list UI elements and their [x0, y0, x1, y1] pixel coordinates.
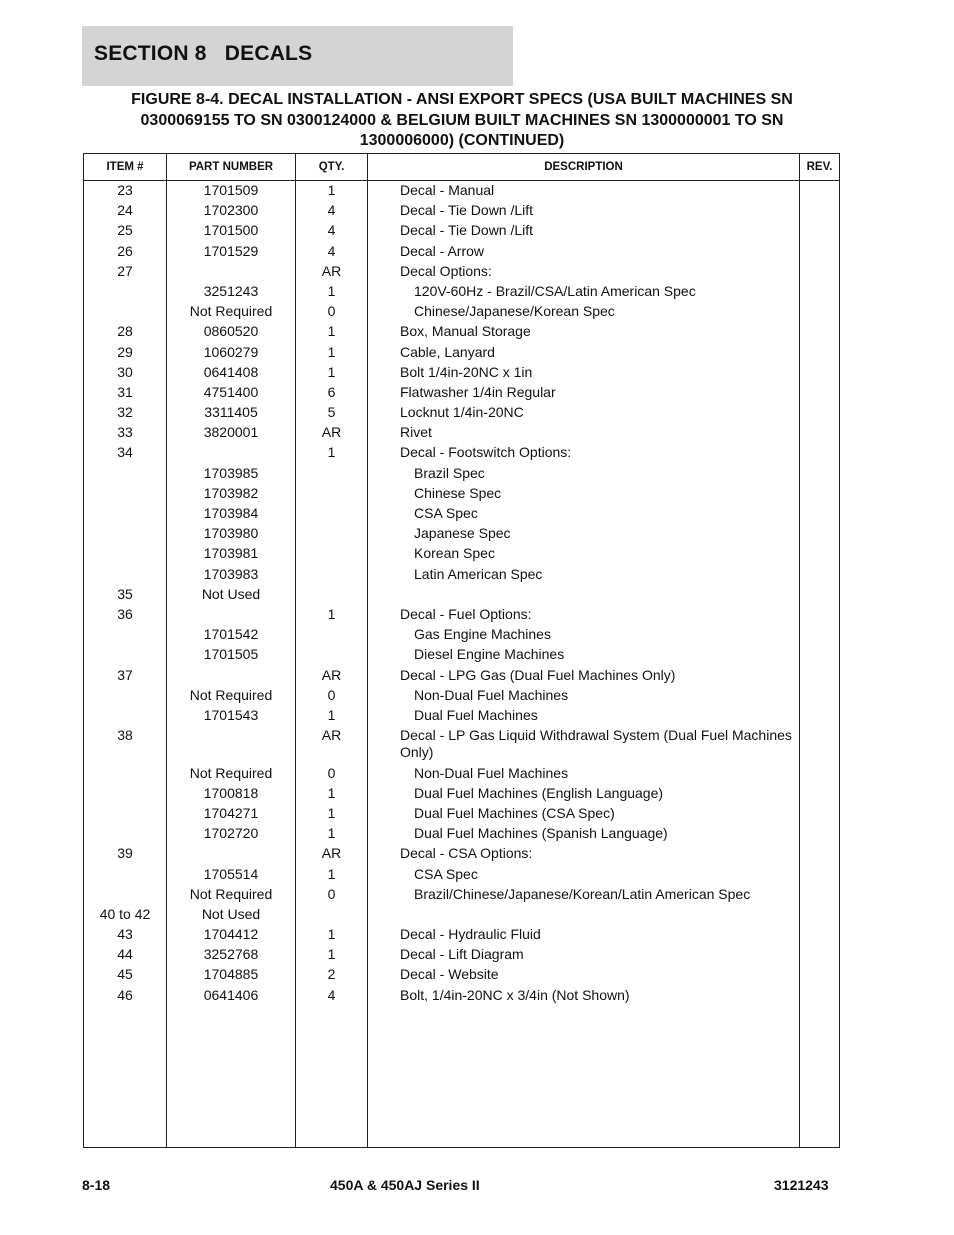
qty-cell: 0 [327, 686, 336, 703]
table-row [84, 945, 839, 965]
description-cell: 120V-60Hz - Brazil/CSA/Latin American Spec [414, 282, 696, 299]
description-cell: Dual Fuel Machines [414, 706, 538, 723]
qty-cell: 0 [327, 764, 336, 781]
part-number-cell: Not Used [201, 585, 261, 602]
item-cell: 38 [117, 727, 133, 744]
part-number-cell: 1703980 [203, 525, 259, 542]
table-row [84, 585, 839, 605]
qty-cell: 4 [327, 986, 336, 1003]
description-cell: Rivet [400, 424, 432, 441]
table-row [84, 221, 839, 241]
table-row [84, 905, 839, 925]
description-cell: Box, Manual Storage [400, 323, 531, 340]
part-number-cell: 1703982 [203, 484, 259, 501]
qty-cell: 1 [327, 282, 336, 299]
qty-cell: 4 [327, 242, 336, 259]
table-row [84, 242, 839, 262]
table-row [84, 965, 839, 985]
qty-cell: AR [321, 727, 342, 744]
qty-cell: AR [321, 666, 342, 683]
description-cell: Locknut 1/4in-20NC [400, 404, 524, 421]
qty-cell: 4 [327, 202, 336, 219]
description-cell: Brazil Spec [414, 464, 485, 481]
item-cell: 28 [117, 323, 133, 340]
table-row [84, 605, 839, 625]
table-row [84, 625, 839, 645]
table-row [84, 865, 839, 885]
table-row [84, 322, 839, 342]
qty-cell: 1 [327, 926, 336, 943]
table-row [84, 363, 839, 383]
table-row [84, 201, 839, 221]
item-cell: 37 [117, 666, 133, 683]
qty-cell: 2 [327, 966, 336, 983]
part-number-cell: 1060279 [203, 343, 259, 360]
item-cell: 23 [117, 182, 133, 198]
page-number: 8-18 [82, 1177, 111, 1193]
part-number-cell: 1703984 [203, 505, 259, 521]
qty-cell: 0 [327, 303, 336, 320]
table-row [84, 844, 839, 864]
item-cell: 33 [117, 424, 133, 441]
description-cell: Diesel Engine Machines [414, 646, 565, 663]
figure-title-line: FIGURE 8-4. DECAL INSTALLATION - ANSI EXPORT SPECS (USA BUILT MACHINES SN [131, 91, 793, 108]
description-cell: CSA Spec [414, 505, 478, 521]
section-title: SECTION 8 DECALS [94, 42, 313, 65]
part-number-cell: 1702300 [203, 202, 259, 219]
item-cell: 29 [117, 343, 133, 360]
table-row [84, 464, 839, 484]
description-cell: Decal - Footswitch Options: [400, 444, 572, 461]
document-number: 3121243 [774, 1177, 829, 1193]
table-row [84, 524, 839, 544]
item-cell: 25 [117, 222, 133, 239]
part-number-cell: 0641408 [203, 363, 259, 380]
item-cell: 35 [117, 585, 133, 602]
qty-cell: 1 [327, 343, 336, 360]
part-number-cell: 1701505 [203, 646, 259, 663]
qty-cell: 1 [327, 784, 336, 801]
item-cell: 44 [117, 946, 133, 963]
item-cell: 27 [117, 262, 133, 279]
table-row [84, 181, 839, 201]
description-cell: Non-Dual Fuel Machines [414, 686, 569, 703]
description-cell: Decal - Website [400, 966, 499, 983]
description-cell: Flatwasher 1/4in Regular [400, 383, 556, 400]
description-cell: Dual Fuel Machines (CSA Spec) [414, 804, 615, 821]
parts-table [83, 153, 840, 1148]
description-cell: Decal - Hydraulic Fluid [400, 926, 541, 943]
description-cell: Non-Dual Fuel Machines [414, 764, 569, 781]
table-row [84, 383, 839, 403]
description-cell: Bolt, 1/4in-20NC x 3/4in (Not Shown) [400, 986, 630, 1003]
description-cell: Decal - LPG Gas (Dual Fuel Machines Only) [400, 666, 676, 683]
table-row [84, 302, 839, 322]
qty-cell: 1 [327, 444, 336, 461]
header-rev: REV. [806, 161, 833, 173]
description-cell: Decal - Tie Down /Lift [400, 202, 534, 219]
part-number-cell: 1702720 [203, 825, 259, 842]
part-number-cell: 1703985 [203, 464, 259, 481]
table-row [84, 504, 839, 524]
part-number-cell: 3252768 [203, 946, 259, 963]
qty-cell: 1 [327, 706, 336, 723]
qty-cell: 1 [327, 605, 336, 622]
part-number-cell: Not Required [189, 303, 273, 320]
item-cell: 34 [117, 444, 133, 461]
part-number-cell: 1703981 [203, 545, 259, 562]
description-cell: Japanese Spec [414, 525, 511, 542]
part-number-cell: Not Required [189, 885, 273, 902]
item-cell: 26 [117, 242, 133, 259]
part-number-cell: 3251243 [203, 282, 259, 299]
part-number-cell: 4751400 [203, 383, 259, 400]
description-cell: Decal - Tie Down /Lift [400, 222, 534, 239]
table-row [84, 565, 839, 585]
qty-cell: 1 [327, 825, 336, 842]
figure-title-line: 1300006000) (CONTINUED) [359, 132, 565, 149]
table-row [84, 824, 839, 844]
description-cell: Brazil/Chinese/Japanese/Korean/Latin American Spec [414, 885, 751, 902]
part-number-cell: 1704885 [203, 966, 259, 983]
description-cell: Decal - Arrow [400, 242, 485, 259]
part-number-cell: 1704412 [203, 926, 259, 943]
table-row [84, 804, 839, 824]
part-number-cell: 1701529 [203, 242, 259, 259]
model-name: 450A & 450AJ Series II [330, 1177, 480, 1193]
qty-cell: AR [321, 262, 342, 279]
table-row [84, 986, 839, 1006]
qty-cell: 1 [327, 323, 336, 340]
description-cell: Dual Fuel Machines (English Language) [414, 784, 664, 801]
item-cell: 40 to 42 [99, 905, 151, 922]
table-row [84, 764, 839, 784]
description-cell: Decal Options: [400, 262, 492, 279]
table-row [84, 443, 839, 463]
part-number-cell: 1703983 [203, 565, 259, 582]
item-cell: 32 [117, 404, 133, 421]
part-number-cell: 0641406 [203, 986, 259, 1003]
description-cell: Gas Engine Machines [414, 626, 551, 643]
header-part-number: PART NUMBER [188, 161, 274, 173]
part-number-cell: Not Required [189, 764, 273, 781]
qty-cell: 1 [327, 804, 336, 821]
table-row [84, 885, 839, 905]
description-cell: Decal - Fuel Options: [400, 605, 532, 622]
part-number-cell: 1701500 [203, 222, 259, 239]
part-number-cell: 1701509 [203, 182, 259, 198]
description-cell: Dual Fuel Machines (Spanish Language) [414, 825, 668, 842]
table-row [84, 925, 839, 945]
description-cell: Latin American Spec [414, 565, 543, 582]
description-cell: Korean Spec [414, 545, 495, 562]
table-row [84, 282, 839, 302]
qty-cell: 1 [327, 182, 336, 198]
item-cell: 43 [117, 926, 133, 943]
description-cell: Decal - Lift Diagram [400, 946, 524, 963]
figure-title-line: 0300069155 TO SN 0300124000 & BELGIUM BUILT MACHINES SN 1300000001 TO SN [140, 111, 784, 129]
table-body [84, 181, 839, 1006]
part-number-cell: Not Used [201, 905, 261, 922]
header-item: ITEM # [106, 161, 144, 173]
qty-cell: AR [321, 845, 342, 862]
item-cell: 45 [117, 966, 133, 983]
part-number-cell: 3311405 [204, 404, 258, 421]
section-banner [82, 26, 513, 86]
item-cell: 36 [117, 605, 133, 622]
description-cell: Cable, Lanyard [400, 343, 495, 360]
qty-cell: AR [321, 424, 342, 441]
item-cell: 31 [117, 383, 133, 400]
item-cell: 30 [117, 363, 133, 380]
qty-cell: 1 [327, 363, 336, 380]
description-cell: CSA Spec [414, 865, 478, 882]
table-row [84, 403, 839, 423]
part-number-cell: 1705514 [203, 865, 259, 882]
item-cell: 39 [117, 845, 133, 862]
qty-cell: 0 [327, 885, 336, 902]
table-row [84, 423, 839, 443]
table-row [84, 544, 839, 564]
description-cell: Chinese Spec [414, 484, 502, 501]
table-row [84, 686, 839, 706]
part-number-cell: 1701542 [203, 626, 259, 643]
table-row [84, 484, 839, 504]
figure-title [84, 90, 840, 152]
part-number-cell: 1704271 [203, 804, 259, 821]
part-number-cell: 1701543 [203, 706, 259, 723]
part-number-cell: 3820001 [203, 424, 259, 441]
qty-cell: 5 [327, 404, 336, 421]
description-cell: Decal - CSA Options: [400, 845, 533, 862]
header-qty: QTY. [318, 161, 345, 173]
table-row [84, 706, 839, 726]
part-number-cell: 0860520 [203, 323, 259, 340]
table-row [84, 666, 839, 686]
table-row [84, 262, 839, 282]
description-cell: Decal - LP Gas Liquid Withdrawal System (Dual Fuel Machines Only) [400, 727, 792, 761]
part-number-cell: Not Required [189, 686, 273, 703]
item-cell: 24 [117, 202, 133, 219]
qty-cell: 1 [327, 946, 336, 963]
header-description: DESCRIPTION [544, 161, 623, 173]
table-row [84, 726, 839, 764]
table-row [84, 784, 839, 804]
description-cell: Bolt 1/4in-20NC x 1in [400, 363, 533, 380]
item-cell: 46 [117, 986, 133, 1003]
part-number-cell: 1700818 [203, 784, 259, 801]
qty-cell: 4 [327, 222, 336, 239]
description-cell: Decal - Manual [400, 182, 495, 198]
qty-cell: 1 [327, 865, 336, 882]
table-row [84, 645, 839, 665]
qty-cell: 6 [327, 383, 336, 400]
description-cell: Chinese/Japanese/Korean Spec [414, 303, 615, 320]
table-row [84, 343, 839, 363]
